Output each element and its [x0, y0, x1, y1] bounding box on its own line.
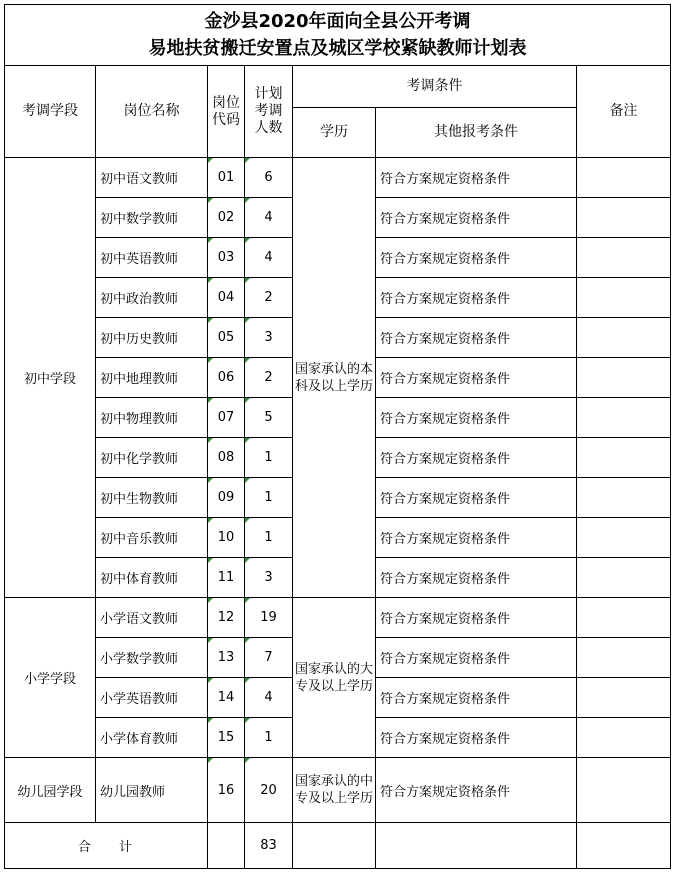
remark-cell [577, 518, 671, 558]
plan-count-cell: 6 [245, 158, 293, 198]
header-position: 岗位名称 [96, 66, 208, 158]
remark-cell [577, 478, 671, 518]
position-name-cell: 初中数学教师 [96, 198, 208, 238]
remark-cell [577, 358, 671, 398]
total-code-cell [208, 823, 245, 869]
remark-cell [577, 438, 671, 478]
position-name-cell: 初中音乐教师 [96, 518, 208, 558]
position-name-cell: 初中生物教师 [96, 478, 208, 518]
education-text: 国家承认的大专及以上学历 [295, 661, 374, 694]
other-condition-cell: 符合方案规定资格条件 [376, 238, 577, 278]
position-code-cell: 02 [208, 198, 245, 238]
position-name-cell: 初中政治教师 [96, 278, 208, 318]
position-code-cell: 06 [208, 358, 245, 398]
position-code-cell: 16 [208, 758, 245, 823]
header-other: 其他报考条件 [376, 108, 577, 158]
table-row [5, 598, 671, 638]
header-code [208, 66, 245, 158]
header-education: 学历 [293, 108, 376, 158]
plan-count-cell: 20 [245, 758, 293, 823]
plan-count-cell: 1 [245, 518, 293, 558]
position-name-cell: 初中体育教师 [96, 558, 208, 598]
plan-count-cell: 1 [245, 718, 293, 758]
remark-cell [577, 318, 671, 358]
other-condition-cell: 符合方案规定资格条件 [376, 758, 577, 823]
remark-cell [577, 238, 671, 278]
header-conditions: 考调条件 [293, 66, 577, 108]
position-name-cell: 小学数学教师 [96, 638, 208, 678]
stage-cell-junior: 初中学段 [5, 158, 96, 598]
other-condition-cell: 符合方案规定资格条件 [376, 558, 577, 598]
header-count-text: 计划考调人数 [254, 86, 283, 136]
table-title [5, 5, 671, 66]
title-line-1: 金沙县2020年面向全县公开考调 [204, 11, 471, 32]
position-code-cell: 04 [208, 278, 245, 318]
remark-cell [577, 198, 671, 238]
position-code-cell: 09 [208, 478, 245, 518]
position-name-cell: 小学体育教师 [96, 718, 208, 758]
remark-cell [577, 718, 671, 758]
education-text: 国家承认的本科及以上学历 [295, 361, 374, 394]
position-code-cell: 05 [208, 318, 245, 358]
other-condition-cell: 符合方案规定资格条件 [376, 158, 577, 198]
other-condition-cell: 符合方案规定资格条件 [376, 318, 577, 358]
remark-cell [577, 398, 671, 438]
teacher-plan-table [4, 4, 671, 869]
position-code-cell: 01 [208, 158, 245, 198]
remark-cell [577, 158, 671, 198]
total-label-text: 合 计 [77, 840, 135, 855]
total-count-cell: 83 [245, 823, 293, 869]
remark-cell [577, 278, 671, 318]
plan-count-cell: 4 [245, 198, 293, 238]
position-name-cell: 初中语文教师 [96, 158, 208, 198]
total-education-cell [293, 823, 376, 869]
other-condition-cell: 符合方案规定资格条件 [376, 478, 577, 518]
education-cell-junior [293, 158, 376, 598]
table-row [5, 158, 671, 198]
education-cell-kinder [293, 758, 376, 823]
other-condition-cell: 符合方案规定资格条件 [376, 518, 577, 558]
header-remark: 备注 [577, 66, 671, 158]
plan-count-cell: 2 [245, 278, 293, 318]
plan-count-cell: 1 [245, 478, 293, 518]
stage-cell-primary: 小学学段 [5, 598, 96, 758]
remark-cell [577, 758, 671, 823]
plan-count-cell: 19 [245, 598, 293, 638]
other-condition-cell: 符合方案规定资格条件 [376, 438, 577, 478]
position-name-cell: 初中地理教师 [96, 358, 208, 398]
position-code-cell: 13 [208, 638, 245, 678]
table-row [5, 758, 671, 823]
position-code-cell: 10 [208, 518, 245, 558]
header-stage: 考调学段 [5, 66, 96, 158]
position-name-cell: 初中化学教师 [96, 438, 208, 478]
plan-count-cell: 3 [245, 558, 293, 598]
position-code-cell: 08 [208, 438, 245, 478]
other-condition-cell: 符合方案规定资格条件 [376, 358, 577, 398]
stage-cell-kinder: 幼儿园学段 [5, 758, 96, 823]
header-code-text: 岗位代码 [212, 94, 240, 128]
position-code-cell: 07 [208, 398, 245, 438]
position-name-cell: 初中历史教师 [96, 318, 208, 358]
total-remark-cell [577, 823, 671, 869]
total-other-cell [376, 823, 577, 869]
title-line-2: 易地扶贫搬迁安置点及城区学校紧缺教师计划表 [148, 38, 527, 59]
plan-count-cell: 5 [245, 398, 293, 438]
position-code-cell: 11 [208, 558, 245, 598]
other-condition-cell: 符合方案规定资格条件 [376, 198, 577, 238]
total-row [5, 823, 671, 869]
other-condition-cell: 符合方案规定资格条件 [376, 278, 577, 318]
position-name-cell: 幼儿园教师 [96, 758, 208, 823]
spreadsheet [4, 4, 670, 869]
remark-cell [577, 638, 671, 678]
plan-count-cell: 2 [245, 358, 293, 398]
position-code-cell: 14 [208, 678, 245, 718]
other-condition-cell: 符合方案规定资格条件 [376, 638, 577, 678]
position-code-cell: 12 [208, 598, 245, 638]
other-condition-cell: 符合方案规定资格条件 [376, 678, 577, 718]
plan-count-cell: 7 [245, 638, 293, 678]
plan-count-cell: 4 [245, 238, 293, 278]
education-text: 国家承认的中专及以上学历 [295, 774, 374, 806]
position-name-cell: 初中英语教师 [96, 238, 208, 278]
plan-count-cell: 1 [245, 438, 293, 478]
remark-cell [577, 678, 671, 718]
position-code-cell: 03 [208, 238, 245, 278]
other-condition-cell: 符合方案规定资格条件 [376, 718, 577, 758]
other-condition-cell: 符合方案规定资格条件 [376, 398, 577, 438]
remark-cell [577, 598, 671, 638]
plan-count-cell: 3 [245, 318, 293, 358]
plan-count-cell: 4 [245, 678, 293, 718]
position-name-cell: 小学语文教师 [96, 598, 208, 638]
total-label [5, 823, 208, 869]
position-code-cell: 15 [208, 718, 245, 758]
position-name-cell: 小学英语教师 [96, 678, 208, 718]
remark-cell [577, 558, 671, 598]
position-name-cell: 初中物理教师 [96, 398, 208, 438]
education-cell-primary [293, 598, 376, 758]
other-condition-cell: 符合方案规定资格条件 [376, 598, 577, 638]
header-count [245, 66, 293, 158]
